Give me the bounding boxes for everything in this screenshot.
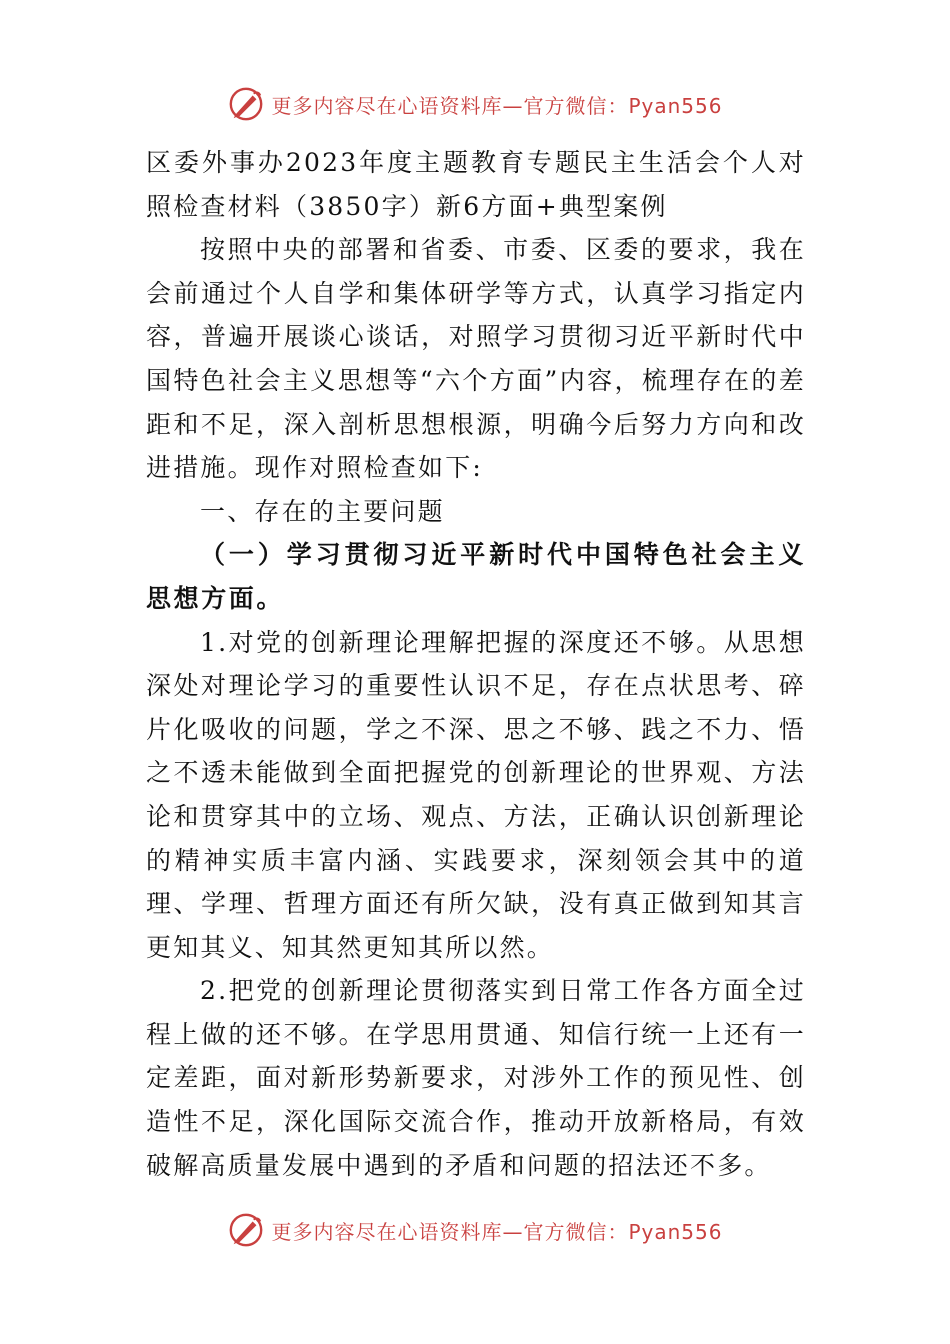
- pen-logo-icon: [227, 1211, 265, 1249]
- watermark-header: [0, 82, 950, 126]
- intro-paragraph: 按照中央的部署和省委、市委、区委的要求，我在会前通过个人自学和集体研学等方式，认真学习指定内容，普遍开展谈心谈话，对照学习贯彻习近平新时代中国特色社会主义思想等“六个方面”内容，梳理存在的差距和不足，深入剖析思想根源，明确今后努力方向和改进措施。现作对照检查如下:: [146, 235, 806, 483]
- document-body: [146, 141, 806, 1187]
- pen-logo-icon: [227, 85, 265, 123]
- item-paragraph-1: 1.对党的创新理论理解把握的深度还不够。从思想深处对理论学习的重要性认识不足，存在点状思考、碎片化吸收的问题，学之不深、思之不够、践之不力、悟之不透未能做到全面把握党的创新理论的世界观、方法论和贯穿其中的立场、观点、方法，正确认识创新理论的精神实质丰富内涵、实践要求，深刻领会其中的道理、学理、哲理方面还有所欠缺，没有真正做到知其言更知其义、知其然更知其所以然。: [146, 627, 806, 962]
- watermark-text: 更多内容尽在心语资料库—官方微信：Pyan556: [271, 1219, 723, 1244]
- watermark-text: 更多内容尽在心语资料库—官方微信：Pyan556: [271, 93, 723, 118]
- document-title: 区委外事办2023年度主题教育专题民主生活会个人对照检查材料（3850字）新6方面+典型案例: [146, 148, 806, 221]
- item-paragraph-2: 2.把党的创新理论贯彻落实到日常工作各方面全过程上做的还不够。在学思用贯通、知信行统一上还有一定差距，面对新形势新要求，对涉外工作的预见性、创造性不足，深化国际交流合作，推动开放新格局，有效破解高质量发展中遇到的矛盾和问题的招法还不多。: [146, 976, 806, 1180]
- section-heading: 一、存在的主要问题: [200, 496, 445, 526]
- subsection-heading: （一）学习贯彻习近平新时代中国特色社会主义思想方面。: [146, 540, 806, 613]
- watermark-footer: [0, 1208, 950, 1252]
